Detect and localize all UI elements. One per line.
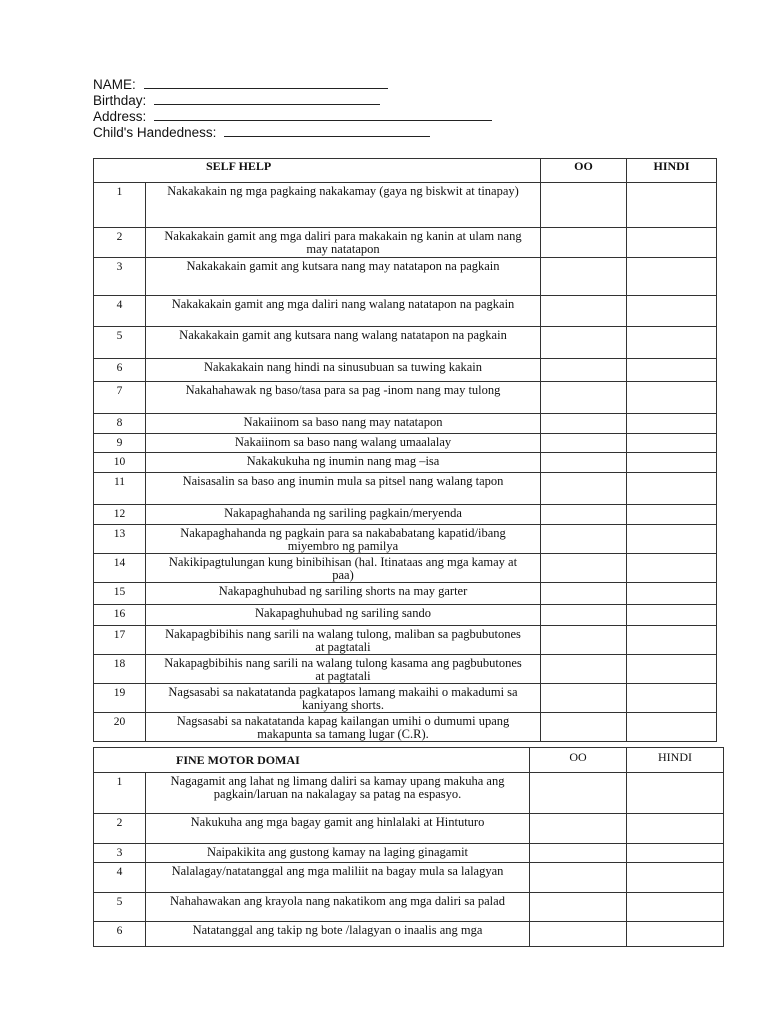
fine-motor-hindi-header: HINDI — [627, 748, 724, 773]
self-help-row — [94, 382, 717, 414]
fine-motor-item-number: 4 — [94, 863, 146, 893]
self-help-item-description: Nakapagbibihis nang sarili na walang tulong, maliban sa pagbubutones at pagtatali — [146, 626, 541, 655]
self-help-table — [93, 158, 717, 742]
self-help-hindi-checkbox-cell[interactable] — [627, 183, 717, 228]
self-help-item-description: Nakikipagtulungan kung binibihisan (hal. Itinataas ang mga kamay at paa) — [146, 554, 541, 583]
self-help-item-number: 6 — [94, 359, 146, 382]
self-help-row — [94, 505, 717, 525]
self-help-item-description: Nakakukuha ng inumin nang mag –isa — [146, 453, 541, 473]
fine-motor-oo-checkbox-cell[interactable] — [530, 863, 627, 893]
self-help-hindi-checkbox-cell[interactable] — [627, 414, 717, 434]
self-help-item-number: 8 — [94, 414, 146, 434]
self-help-row — [94, 684, 717, 713]
fine-motor-item-description: Nahahawakan ang krayola nang nakatikom ang mga daliri sa palad — [146, 893, 530, 922]
self-help-item-number: 10 — [94, 453, 146, 473]
self-help-item-number: 20 — [94, 713, 146, 742]
self-help-oo-checkbox-cell[interactable] — [541, 453, 627, 473]
fine-motor-title: FINE MOTOR DOMAI — [94, 748, 530, 773]
fine-motor-item-description: Nakukuha ang mga bagay gamit ang hinlalaki at Hintuturo — [146, 814, 530, 844]
self-help-item-number: 5 — [94, 327, 146, 359]
self-help-oo-checkbox-cell[interactable] — [541, 228, 627, 258]
self-help-hindi-checkbox-cell[interactable] — [627, 605, 717, 626]
self-help-item-description: Nakakakain ng mga pagkaing nakakamay (gaya ng biskwit at tinapay) — [146, 183, 541, 228]
self-help-hindi-checkbox-cell[interactable] — [627, 382, 717, 414]
fine-motor-item-description: Naipakikita ang gustong kamay na laging ginagamit — [146, 844, 530, 863]
fine-motor-row — [94, 893, 724, 922]
self-help-row — [94, 414, 717, 434]
self-help-hindi-checkbox-cell[interactable] — [627, 359, 717, 382]
self-help-item-description: Nakapaghahanda ng sariling pagkain/meryenda — [146, 505, 541, 525]
self-help-header-row — [94, 159, 717, 183]
self-help-row — [94, 183, 717, 228]
name-row — [93, 77, 492, 93]
self-help-hindi-checkbox-cell[interactable] — [627, 713, 717, 742]
self-help-row — [94, 713, 717, 742]
self-help-item-number: 13 — [94, 525, 146, 554]
self-help-item-number: 15 — [94, 583, 146, 605]
birthday-label: Birthday: — [93, 93, 147, 108]
self-help-hindi-checkbox-cell[interactable] — [627, 258, 717, 296]
self-help-item-number: 16 — [94, 605, 146, 626]
self-help-row — [94, 228, 717, 258]
self-help-oo-header: OO — [541, 159, 627, 183]
self-help-row — [94, 434, 717, 453]
fine-motor-hindi-checkbox-cell[interactable] — [627, 922, 724, 947]
self-help-item-description: Nakapagbibihis nang sarili na walang tulong kasama ang pagbubutones at pagtatali — [146, 655, 541, 684]
fine-motor-row — [94, 922, 724, 947]
self-help-oo-checkbox-cell[interactable] — [541, 655, 627, 684]
fine-motor-header-row — [94, 748, 724, 773]
handedness-row — [93, 125, 492, 141]
self-help-item-number: 12 — [94, 505, 146, 525]
self-help-hindi-header: HINDI — [627, 159, 717, 183]
self-help-item-description: Nakakakain nang hindi na sinusubuan sa tuwing kakain — [146, 359, 541, 382]
self-help-item-description: Nakapaghahanda ng pagkain para sa nakababatang kapatid/ibang miyembro ng pamilya — [146, 525, 541, 554]
fine-motor-row — [94, 863, 724, 893]
self-help-oo-checkbox-cell[interactable] — [541, 505, 627, 525]
fine-motor-item-number: 6 — [94, 922, 146, 947]
fine-motor-table-body — [94, 748, 724, 947]
address-row — [93, 109, 492, 125]
name-blank-line[interactable] — [144, 77, 388, 89]
fine-motor-row — [94, 773, 724, 814]
fine-motor-hindi-checkbox-cell[interactable] — [627, 863, 724, 893]
name-label: NAME: — [93, 77, 136, 92]
self-help-hindi-checkbox-cell[interactable] — [627, 473, 717, 505]
fine-motor-item-number: 3 — [94, 844, 146, 863]
fine-motor-hindi-checkbox-cell[interactable] — [627, 893, 724, 922]
self-help-item-description: Nakakakain gamit ang kutsara nang walang natatapon na pagkain — [146, 327, 541, 359]
self-help-hindi-checkbox-cell[interactable] — [627, 228, 717, 258]
self-help-row — [94, 473, 717, 505]
self-help-hindi-checkbox-cell[interactable] — [627, 296, 717, 327]
self-help-item-number: 18 — [94, 655, 146, 684]
self-help-item-number: 14 — [94, 554, 146, 583]
self-help-oo-checkbox-cell[interactable] — [541, 525, 627, 554]
fine-motor-item-description: Natatanggal ang takip ng bote /lalagyan o inaalis ang mga — [146, 922, 530, 947]
self-help-row — [94, 626, 717, 655]
self-help-item-number: 4 — [94, 296, 146, 327]
self-help-row — [94, 525, 717, 554]
self-help-oo-checkbox-cell[interactable] — [541, 684, 627, 713]
self-help-oo-checkbox-cell[interactable] — [541, 359, 627, 382]
self-help-item-number: 2 — [94, 228, 146, 258]
self-help-hindi-checkbox-cell[interactable] — [627, 554, 717, 583]
fine-motor-hindi-checkbox-cell[interactable] — [627, 844, 724, 863]
self-help-hindi-checkbox-cell[interactable] — [627, 505, 717, 525]
self-help-row — [94, 605, 717, 626]
handedness-blank-line[interactable] — [224, 125, 430, 137]
birthday-blank-line[interactable] — [154, 93, 380, 105]
self-help-oo-checkbox-cell[interactable] — [541, 327, 627, 359]
fine-motor-oo-checkbox-cell[interactable] — [530, 844, 627, 863]
address-label: Address: — [93, 109, 147, 124]
fine-motor-oo-checkbox-cell[interactable] — [530, 922, 627, 947]
fine-motor-hindi-checkbox-cell[interactable] — [627, 814, 724, 844]
self-help-row — [94, 655, 717, 684]
handedness-label: Child's Handedness: — [93, 125, 217, 140]
self-help-oo-checkbox-cell[interactable] — [541, 626, 627, 655]
self-help-hindi-checkbox-cell[interactable] — [627, 583, 717, 605]
self-help-item-description: Naisasalin sa baso ang inumin mula sa pitsel nang walang tapon — [146, 473, 541, 505]
self-help-oo-checkbox-cell[interactable] — [541, 414, 627, 434]
self-help-item-number: 3 — [94, 258, 146, 296]
self-help-item-description: Nakakakain gamit ang mga daliri para makakain ng kanin at ulam nang may natatapon — [146, 228, 541, 258]
self-help-item-description: Nakapaghuhubad ng sariling sando — [146, 605, 541, 626]
self-help-row — [94, 453, 717, 473]
child-info-header — [93, 77, 492, 141]
fine-motor-oo-checkbox-cell[interactable] — [530, 773, 627, 814]
self-help-oo-checkbox-cell[interactable] — [541, 258, 627, 296]
self-help-title: SELF HELP — [94, 159, 541, 183]
self-help-oo-checkbox-cell[interactable] — [541, 296, 627, 327]
fine-motor-oo-checkbox-cell[interactable] — [530, 814, 627, 844]
self-help-hindi-checkbox-cell[interactable] — [627, 655, 717, 684]
self-help-row — [94, 583, 717, 605]
self-help-oo-checkbox-cell[interactable] — [541, 473, 627, 505]
self-help-item-number: 9 — [94, 434, 146, 453]
self-help-row — [94, 327, 717, 359]
self-help-hindi-checkbox-cell[interactable] — [627, 525, 717, 554]
self-help-table-body — [94, 159, 717, 742]
self-help-row — [94, 554, 717, 583]
self-help-item-description: Nakakakain gamit ang mga daliri nang walang natatapon na pagkain — [146, 296, 541, 327]
self-help-row — [94, 296, 717, 327]
self-help-item-number: 1 — [94, 183, 146, 228]
fine-motor-item-description: Nagagamit ang lahat ng limang daliri sa kamay upang makuha ang pagkain/laruan na nakalagay sa patag na espasyo. — [146, 773, 530, 814]
self-help-item-number: 19 — [94, 684, 146, 713]
self-help-item-description: Nagsasabi sa nakatatanda kapag kailangan umihi o dumumi upang makapunta sa tamang lugar (C.R). — [146, 713, 541, 742]
self-help-item-description: Nagsasabi sa nakatatanda pagkatapos lamang makaihi o makadumi sa kaniyang shorts. — [146, 684, 541, 713]
fine-motor-item-number: 5 — [94, 893, 146, 922]
fine-motor-item-description: Nalalagay/natatanggal ang mga maliliit na bagay mula sa lalagyan — [146, 863, 530, 893]
fine-motor-hindi-checkbox-cell[interactable] — [627, 773, 724, 814]
self-help-item-description: Nakahahawak ng baso/tasa para sa pag -inom nang may tulong — [146, 382, 541, 414]
self-help-row — [94, 258, 717, 296]
self-help-item-number: 7 — [94, 382, 146, 414]
self-help-oo-checkbox-cell[interactable] — [541, 554, 627, 583]
birthday-row — [93, 93, 492, 109]
fine-motor-row — [94, 814, 724, 844]
fine-motor-row — [94, 844, 724, 863]
self-help-item-description: Nakapaghuhubad ng sariling shorts na may garter — [146, 583, 541, 605]
fine-motor-table — [93, 747, 724, 947]
self-help-oo-checkbox-cell[interactable] — [541, 434, 627, 453]
fine-motor-oo-checkbox-cell[interactable] — [530, 893, 627, 922]
fine-motor-item-number: 1 — [94, 773, 146, 814]
self-help-hindi-checkbox-cell[interactable] — [627, 626, 717, 655]
self-help-oo-checkbox-cell[interactable] — [541, 605, 627, 626]
self-help-row — [94, 359, 717, 382]
self-help-hindi-checkbox-cell[interactable] — [627, 327, 717, 359]
fine-motor-oo-header: OO — [530, 748, 627, 773]
self-help-oo-checkbox-cell[interactable] — [541, 713, 627, 742]
fine-motor-item-number: 2 — [94, 814, 146, 844]
address-blank-line[interactable] — [154, 109, 492, 121]
self-help-oo-checkbox-cell[interactable] — [541, 382, 627, 414]
self-help-hindi-checkbox-cell[interactable] — [627, 434, 717, 453]
self-help-oo-checkbox-cell[interactable] — [541, 583, 627, 605]
self-help-item-number: 11 — [94, 473, 146, 505]
self-help-item-number: 17 — [94, 626, 146, 655]
self-help-item-description: Nakaiinom sa baso nang walang umaalalay — [146, 434, 541, 453]
self-help-hindi-checkbox-cell[interactable] — [627, 453, 717, 473]
self-help-hindi-checkbox-cell[interactable] — [627, 684, 717, 713]
self-help-item-description: Nakakakain gamit ang kutsara nang may natatapon na pagkain — [146, 258, 541, 296]
self-help-oo-checkbox-cell[interactable] — [541, 183, 627, 228]
self-help-item-description: Nakaiinom sa baso nang may natatapon — [146, 414, 541, 434]
